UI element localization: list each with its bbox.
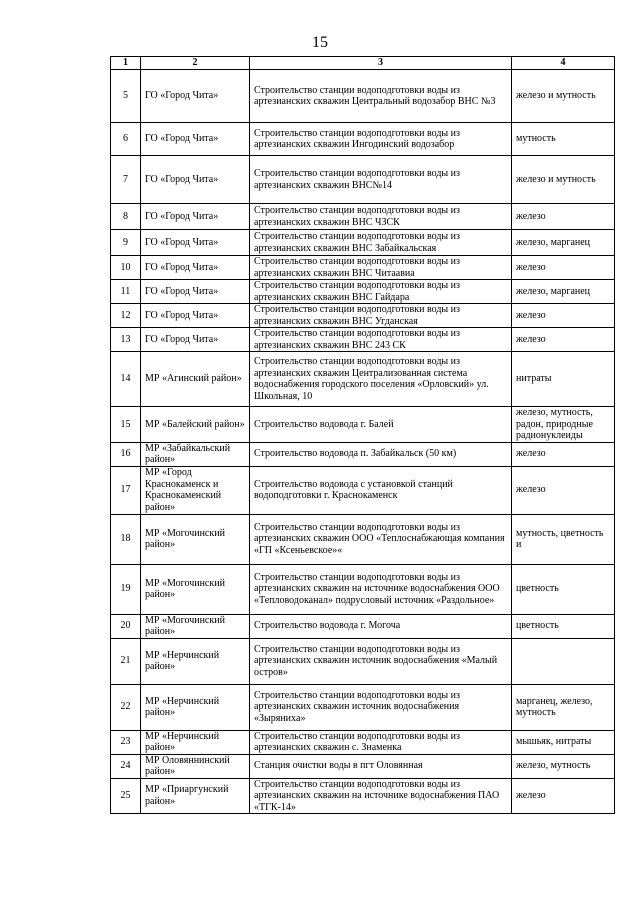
row-municipality: МР «Нерчинский район» bbox=[141, 638, 250, 684]
row-project: Строительство станции водоподготовки воды из артезианских скважин ВНС Читаавиа bbox=[250, 256, 512, 280]
row-indicators: железо bbox=[512, 442, 615, 466]
row-number: 24 bbox=[111, 754, 141, 778]
row-project: Строительство станции водоподготовки воды из артезианских скважин ВНС 243 СК bbox=[250, 328, 512, 352]
row-indicators: железо, марганец bbox=[512, 280, 615, 304]
row-municipality: ГО «Город Чита» bbox=[141, 328, 250, 352]
row-indicators: мутность, цветность и bbox=[512, 514, 615, 564]
row-indicators: мутность bbox=[512, 123, 615, 156]
column-header: 1 bbox=[111, 57, 141, 70]
row-project: Строительство водовода п. Забайкальск (50 км) bbox=[250, 442, 512, 466]
row-indicators: железо и мутность bbox=[512, 70, 615, 123]
row-number: 5 bbox=[111, 70, 141, 123]
row-project: Строительство станции водоподготовки воды из артезианских скважин ВНС Гайдара bbox=[250, 280, 512, 304]
row-municipality: ГО «Город Чита» bbox=[141, 230, 250, 256]
row-municipality: МР «Город Краснокаменск и Краснокаменский район» bbox=[141, 466, 250, 514]
row-municipality: МР «Нерчинский район» bbox=[141, 684, 250, 730]
row-municipality: ГО «Город Чита» bbox=[141, 70, 250, 123]
row-number: 22 bbox=[111, 684, 141, 730]
table-row bbox=[111, 204, 615, 230]
row-number: 10 bbox=[111, 256, 141, 280]
row-municipality: МР «Балейский район» bbox=[141, 407, 250, 443]
row-project: Строительство станции водоподготовки воды из артезианских скважин на источнике водоснабжения ПАО «ТГК-14» bbox=[250, 778, 512, 814]
row-indicators: нитраты bbox=[512, 352, 615, 407]
row-project: Строительство станции водоподготовки воды из артезианских скважин ВНС Забайкальская bbox=[250, 230, 512, 256]
row-municipality: МР «Могочинский район» bbox=[141, 564, 250, 614]
row-project: Строительство станции водоподготовки воды из артезианских скважин источник водоснабжения «Зырянихa» bbox=[250, 684, 512, 730]
table-row bbox=[111, 407, 615, 443]
row-municipality: МР «Могочинский район» bbox=[141, 614, 250, 638]
row-municipality: ГО «Город Чита» bbox=[141, 204, 250, 230]
table-row bbox=[111, 466, 615, 514]
row-number: 7 bbox=[111, 156, 141, 204]
row-number: 13 bbox=[111, 328, 141, 352]
table-row bbox=[111, 123, 615, 156]
row-number: 14 bbox=[111, 352, 141, 407]
row-project: Строительство станции водоподготовки воды из артезианских скважин на источнике водоснабжения ООО «Тепловодоканал» подрусловый источник «Раздольное» bbox=[250, 564, 512, 614]
row-indicators: цветность bbox=[512, 614, 615, 638]
row-number: 9 bbox=[111, 230, 141, 256]
column-header: 4 bbox=[512, 57, 615, 70]
row-number: 19 bbox=[111, 564, 141, 614]
table-row bbox=[111, 230, 615, 256]
row-number: 17 bbox=[111, 466, 141, 514]
row-indicators: железо bbox=[512, 304, 615, 328]
table-row bbox=[111, 156, 615, 204]
table-row bbox=[111, 684, 615, 730]
row-municipality: МР Оловяннинский район» bbox=[141, 754, 250, 778]
row-project: Строительство станции водоподготовки воды из артезианских скважин ВНС№14 bbox=[250, 156, 512, 204]
row-number: 16 bbox=[111, 442, 141, 466]
row-indicators: марганец, железо, мутность bbox=[512, 684, 615, 730]
row-number: 6 bbox=[111, 123, 141, 156]
page-number: 15 bbox=[312, 34, 328, 51]
row-number: 23 bbox=[111, 730, 141, 754]
row-indicators: железо bbox=[512, 256, 615, 280]
row-indicators: железо, мутность, радон, природные радионуклеиды bbox=[512, 407, 615, 443]
row-municipality: МР «Агинский район» bbox=[141, 352, 250, 407]
table-row bbox=[111, 280, 615, 304]
row-number: 21 bbox=[111, 638, 141, 684]
table-row bbox=[111, 514, 615, 564]
row-project: Строительство станции водоподготовки воды из артезианских скважин Централизованная система водоснабжения городского поселения «Орловский» ул. Школьная, 10 bbox=[250, 352, 512, 407]
table-row bbox=[111, 614, 615, 638]
table-row bbox=[111, 328, 615, 352]
row-indicators: железо bbox=[512, 778, 615, 814]
row-indicators: цветность bbox=[512, 564, 615, 614]
row-number: 12 bbox=[111, 304, 141, 328]
row-municipality: МР «Забайкальский район» bbox=[141, 442, 250, 466]
table-row bbox=[111, 70, 615, 123]
row-municipality: МР «Нерчинский район» bbox=[141, 730, 250, 754]
table-row bbox=[111, 256, 615, 280]
row-municipality: ГО «Город Чита» bbox=[141, 123, 250, 156]
row-project: Строительство водовода г. Балей bbox=[250, 407, 512, 443]
row-indicators: железо bbox=[512, 466, 615, 514]
row-indicators: железо, марганец bbox=[512, 230, 615, 256]
row-project: Станция очистки воды в пгт Оловянная bbox=[250, 754, 512, 778]
table-header-row bbox=[111, 57, 615, 70]
table-row bbox=[111, 730, 615, 754]
table-row bbox=[111, 564, 615, 614]
row-number: 18 bbox=[111, 514, 141, 564]
table-row bbox=[111, 778, 615, 814]
row-project: Строительство станции водоподготовки воды из артезианских скважин источник водоснабжения «Малый остров» bbox=[250, 638, 512, 684]
row-municipality: МР «Приаргунский район» bbox=[141, 778, 250, 814]
row-number: 11 bbox=[111, 280, 141, 304]
row-project: Строительство водовода г. Могоча bbox=[250, 614, 512, 638]
row-indicators: железо bbox=[512, 328, 615, 352]
table-row bbox=[111, 638, 615, 684]
row-indicators: железо, мутность bbox=[512, 754, 615, 778]
table-row bbox=[111, 352, 615, 407]
row-project: Строительство станции водоподготовки воды из артезианских скважин ВНС Угданская bbox=[250, 304, 512, 328]
row-municipality: МР «Могочинский район» bbox=[141, 514, 250, 564]
column-header: 2 bbox=[141, 57, 250, 70]
row-municipality: ГО «Город Чита» bbox=[141, 280, 250, 304]
row-project: Строительство станции водоподготовки воды из артезианских скважин ВНС ЧЗСК bbox=[250, 204, 512, 230]
row-number: 20 bbox=[111, 614, 141, 638]
row-municipality: ГО «Город Чита» bbox=[141, 156, 250, 204]
row-indicators: железо bbox=[512, 204, 615, 230]
row-number: 8 bbox=[111, 204, 141, 230]
projects-table bbox=[110, 56, 615, 814]
row-indicators: мышьяк, нитраты bbox=[512, 730, 615, 754]
row-number: 25 bbox=[111, 778, 141, 814]
row-project: Строительство водовода с установкой станций водоподготовки г. Краснокаменск bbox=[250, 466, 512, 514]
column-header: 3 bbox=[250, 57, 512, 70]
row-number: 15 bbox=[111, 407, 141, 443]
table-row bbox=[111, 304, 615, 328]
row-project: Строительство станции водоподготовки воды из артезианских скважин Ингодинский водозабор bbox=[250, 123, 512, 156]
row-project: Строительство станции водоподготовки воды из артезианских скважин Центральный водозабор ВНС №3 bbox=[250, 70, 512, 123]
row-project: Строительство станции водоподготовки воды из артезианских скважин ООО «Теплоснабжающая компания «ГП «Ксеньевское»« bbox=[250, 514, 512, 564]
row-project: Строительство станции водоподготовки воды из артезианских скважин с. Знаменка bbox=[250, 730, 512, 754]
table-row bbox=[111, 442, 615, 466]
row-municipality: ГО «Город Чита» bbox=[141, 256, 250, 280]
row-municipality: ГО «Город Чита» bbox=[141, 304, 250, 328]
row-indicators: железо и мутность bbox=[512, 156, 615, 204]
table-row bbox=[111, 754, 615, 778]
row-indicators bbox=[512, 638, 615, 684]
